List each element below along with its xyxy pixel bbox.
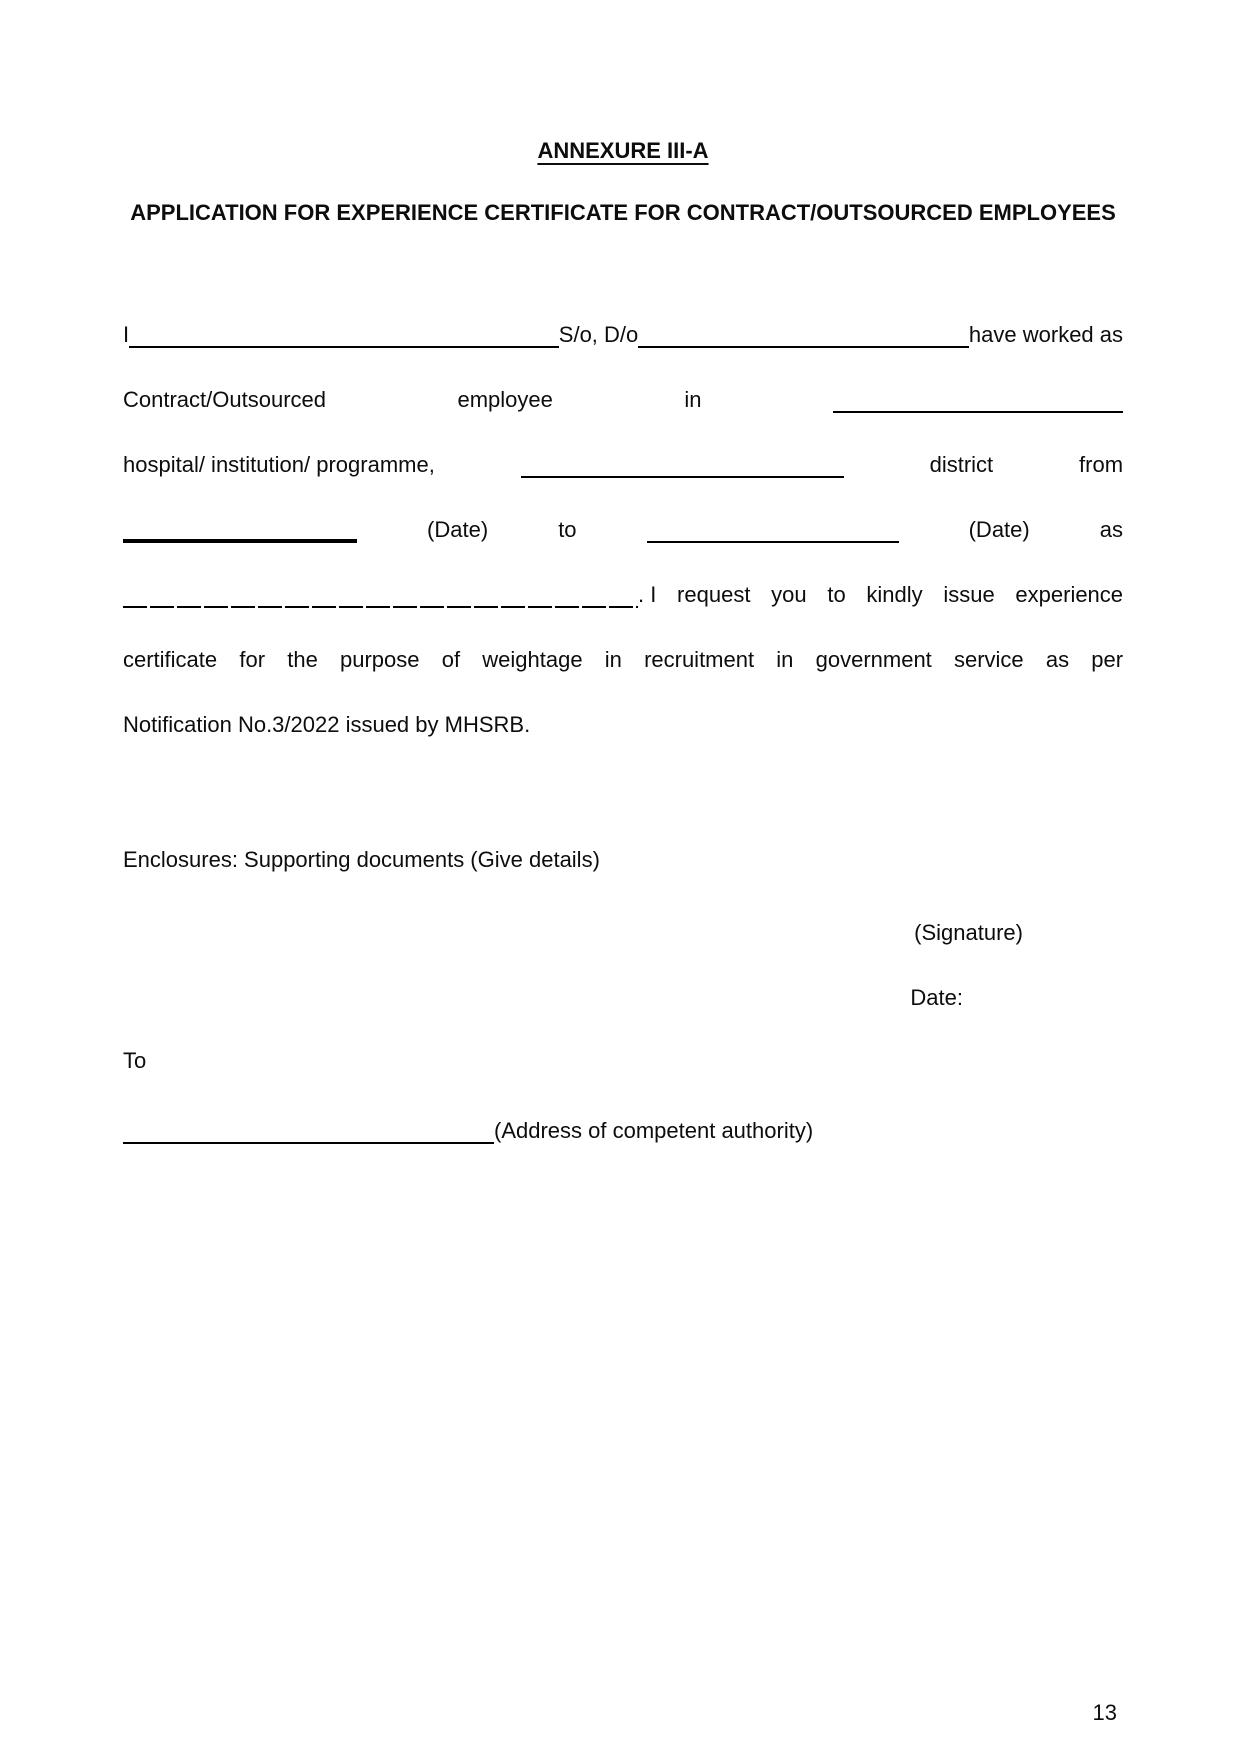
- blank-field: [123, 516, 357, 543]
- address-blank-field: [123, 1117, 494, 1144]
- annexure-title-text: ANNEXURE III-A: [537, 138, 709, 163]
- paragraph-line: [123, 478, 1123, 543]
- form-text-segment: purpose: [340, 647, 420, 672]
- signature-label: (Signature): [914, 920, 1023, 945]
- form-text-segment: I: [123, 322, 130, 347]
- form-text-segment: service: [953, 647, 1024, 672]
- application-paragraph: [123, 283, 1123, 738]
- form-text-segment: have worked as: [968, 322, 1124, 347]
- blank-field: [521, 451, 844, 478]
- form-text-segment: in: [684, 387, 702, 412]
- form-text-segment: certificate: [123, 647, 218, 672]
- enclosures-line: Enclosures: Supporting documents (Give details): [123, 847, 600, 872]
- form-text-segment: S/o, D/o: [558, 322, 639, 347]
- form-text-segment: employee: [457, 387, 553, 412]
- paragraph-line: [123, 413, 1123, 478]
- blank-field: [129, 321, 559, 348]
- form-text-segment: you: [771, 582, 807, 607]
- form-text-segment: as: [1045, 647, 1070, 672]
- form-text-segment: hospital/ institution/ programme,: [123, 452, 435, 477]
- form-text-segment: in: [776, 647, 794, 672]
- form-text-segment: the: [287, 647, 318, 672]
- form-text-segment: (Date): [427, 517, 489, 542]
- form-text-segment: kindly: [866, 582, 923, 607]
- address-hint: (Address of competent authority): [494, 1118, 814, 1143]
- blank-field: [638, 321, 969, 348]
- annexure-title: [123, 136, 1123, 166]
- form-text-segment: Notification No.3/2022 issued by MHSRB.: [123, 712, 531, 737]
- form-text-segment: from: [1079, 452, 1124, 477]
- address-line: [123, 1117, 1123, 1144]
- form-title: APPLICATION FOR EXPERIENCE CERTIFICATE FOR CONTRACT/OUTSOURCED EMPLOYEES: [130, 200, 1116, 225]
- form-text-segment: of: [441, 647, 461, 672]
- form-text-segment: to: [558, 517, 577, 542]
- form-text-segment: for: [239, 647, 266, 672]
- blank-field: [647, 516, 899, 543]
- form-text-segment: as: [1099, 517, 1124, 542]
- form-text-segment: government: [815, 647, 932, 672]
- form-text-segment: issue: [943, 582, 995, 607]
- blank-field: [833, 386, 1123, 413]
- form-text-segment: . I: [638, 582, 657, 607]
- page-number: 13: [1092, 1700, 1117, 1725]
- paragraph-line: [123, 673, 1123, 738]
- form-text-segment: in: [604, 647, 622, 672]
- form-text-segment: district: [929, 452, 994, 477]
- form-text-segment: weightage: [482, 647, 583, 672]
- form-text-segment: (Date): [968, 517, 1030, 542]
- form-text-segment: Contract/Outsourced: [123, 387, 326, 412]
- date-label: Date:: [910, 985, 963, 1010]
- form-text-segment: experience: [1015, 582, 1124, 607]
- to-label: To: [123, 1048, 147, 1073]
- paragraph-line: [123, 608, 1123, 673]
- blank-field: [123, 581, 638, 608]
- paragraph-line: [123, 283, 1123, 348]
- form-text-segment: per: [1091, 647, 1124, 672]
- form-text-segment: to: [827, 582, 846, 607]
- form-text-segment: recruitment: [644, 647, 755, 672]
- paragraph-line: [123, 543, 1123, 608]
- form-text-segment: request: [677, 582, 751, 607]
- paragraph-line: [123, 348, 1123, 413]
